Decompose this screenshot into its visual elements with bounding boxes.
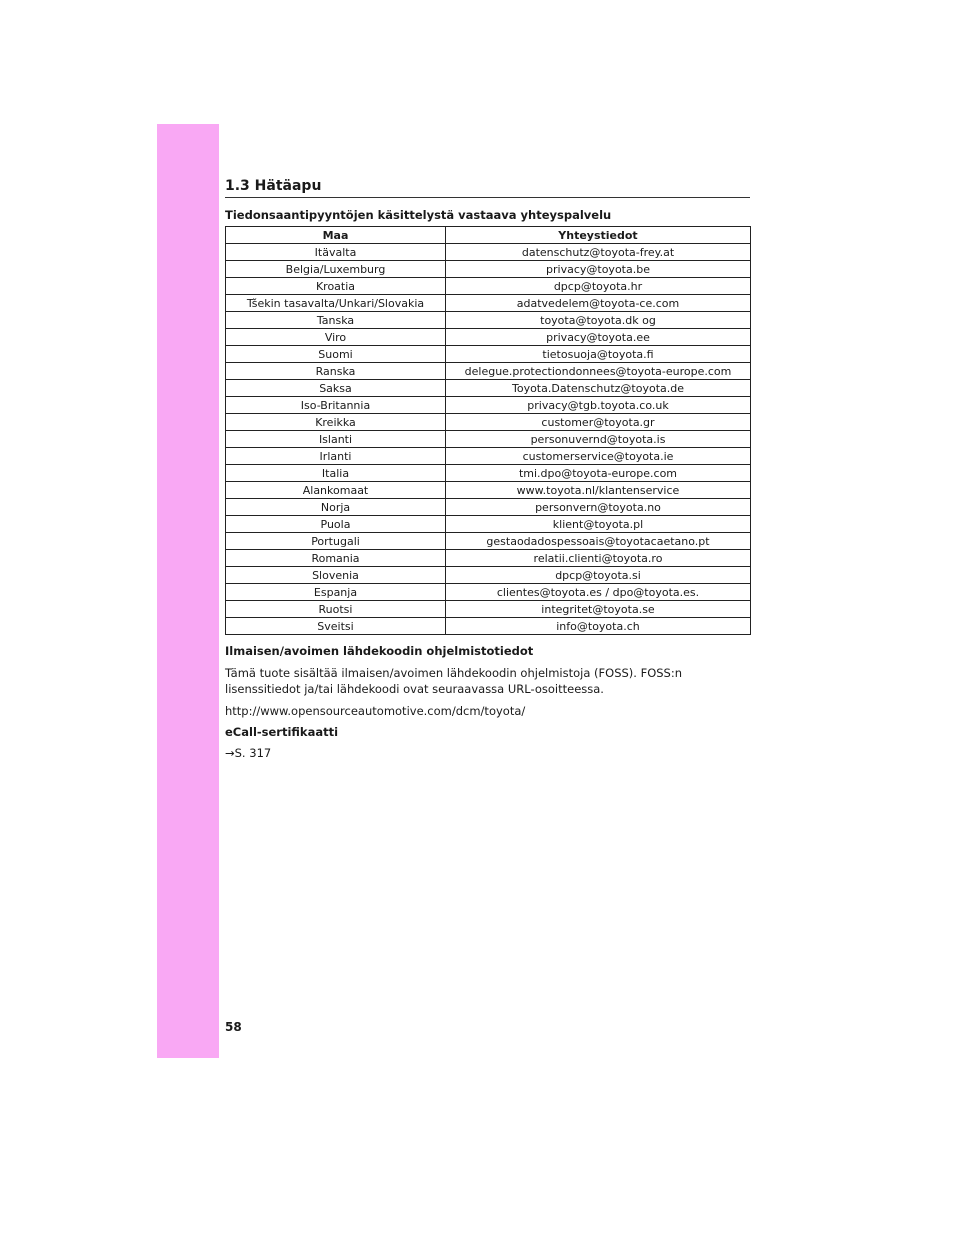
country-cell: Alankomaat (226, 482, 446, 499)
country-cell: Kroatia (226, 278, 446, 295)
country-cell: Sveitsi (226, 618, 446, 635)
country-cell: Romania (226, 550, 446, 567)
table-row (226, 346, 751, 363)
foss-url[interactable]: http://www.opensourceautomotive.com/dcm/toyota/ (225, 704, 526, 718)
table-header-row (226, 227, 751, 244)
table-row (226, 584, 751, 601)
table-row (226, 618, 751, 635)
country-cell: Slovenia (226, 567, 446, 584)
contact-cell: toyota@toyota.dk og (446, 312, 751, 329)
country-cell: Kreikka (226, 414, 446, 431)
country-cell: Italia (226, 465, 446, 482)
contact-cell: customer@toyota.gr (446, 414, 751, 431)
side-color-band (157, 124, 219, 1058)
table-row (226, 448, 751, 465)
table-row (226, 550, 751, 567)
contact-cell: tmi.dpo@toyota-europe.com (446, 465, 751, 482)
table-row (226, 295, 751, 312)
table-row (226, 278, 751, 295)
contact-cell: privacy@tgb.toyota.co.uk (446, 397, 751, 414)
table-row (226, 244, 751, 261)
table-row (226, 516, 751, 533)
contact-cell: tietosuoja@toyota.fi (446, 346, 751, 363)
table-row (226, 499, 751, 516)
country-cell: Portugali (226, 533, 446, 550)
contact-cell: delegue.protectiondonnees@toyota-europe.com (446, 363, 751, 380)
contact-cell: dpcp@toyota.si (446, 567, 751, 584)
country-cell: Ruotsi (226, 601, 446, 618)
table-row (226, 261, 751, 278)
table-row (226, 397, 751, 414)
country-cell: Islanti (226, 431, 446, 448)
country-cell: Itävalta (226, 244, 446, 261)
country-cell: Tšekin tasavalta/Unkari/Slovakia (226, 295, 446, 312)
contact-cell: klient@toyota.pl (446, 516, 751, 533)
country-cell: Saksa (226, 380, 446, 397)
country-cell: Iso-Britannia (226, 397, 446, 414)
country-cell: Tanska (226, 312, 446, 329)
section-title: 1.3 Hätäapu (225, 178, 750, 198)
contact-cell: clientes@toyota.es / dpo@toyota.es. (446, 584, 751, 601)
contact-cell: personuvernd@toyota.is (446, 431, 751, 448)
contact-cell: personvern@toyota.no (446, 499, 751, 516)
table-row (226, 380, 751, 397)
table-row (226, 431, 751, 448)
page-content (225, 178, 750, 760)
table-row (226, 414, 751, 431)
contact-cell: Toyota.Datenschutz@toyota.de (446, 380, 751, 397)
contact-cell: gestaodadospessoais@toyotacaetano.pt (446, 533, 751, 550)
page-number: 58 (225, 1020, 242, 1034)
contacts-heading: Tiedonsaantipyyntöjen käsittelystä vastaava yhteyspalvelu (225, 208, 612, 222)
country-cell: Espanja (226, 584, 446, 601)
table-row (226, 533, 751, 550)
contacts-table (225, 226, 751, 635)
contact-cell: customerservice@toyota.ie (446, 448, 751, 465)
country-cell: Ranska (226, 363, 446, 380)
contact-cell: privacy@toyota.ee (446, 329, 751, 346)
ecall-page-reference[interactable]: →S. 317 (225, 746, 272, 760)
contacts-table-body (226, 244, 751, 635)
country-cell: Belgia/Luxemburg (226, 261, 446, 278)
country-cell: Viro (226, 329, 446, 346)
column-header-contact: Yhteystiedot (446, 227, 751, 244)
table-row (226, 567, 751, 584)
table-row (226, 312, 751, 329)
country-cell: Irlanti (226, 448, 446, 465)
table-row (226, 329, 751, 346)
column-header-country: Maa (226, 227, 446, 244)
contact-cell: integritet@toyota.se (446, 601, 751, 618)
country-cell: Norja (226, 499, 446, 516)
table-row (226, 482, 751, 499)
contact-cell: dpcp@toyota.hr (446, 278, 751, 295)
contact-cell: datenschutz@toyota-frey.at (446, 244, 751, 261)
country-cell: Puola (226, 516, 446, 533)
contact-cell: www.toyota.nl/klantenservice (446, 482, 751, 499)
contact-cell: privacy@toyota.be (446, 261, 751, 278)
table-row (226, 465, 751, 482)
ecall-heading: eCall-sertifikaatti (225, 725, 339, 739)
foss-heading: Ilmaisen/avoimen lähdekoodin ohjelmistotiedot (225, 644, 534, 658)
foss-text: Tämä tuote sisältää ilmaisen/avoimen lähdekoodin ohjelmistoja (FOSS). FOSS:n lisenssitiedot ja/tai lähdekoodi ovat seuraavassa URL-osoitteessa. (225, 666, 683, 696)
contact-cell: relatii.clienti@toyota.ro (446, 550, 751, 567)
table-row (226, 363, 751, 380)
contact-cell: adatvedelem@toyota-ce.com (446, 295, 751, 312)
table-row (226, 601, 751, 618)
country-cell: Suomi (226, 346, 446, 363)
contact-cell: info@toyota.ch (446, 618, 751, 635)
